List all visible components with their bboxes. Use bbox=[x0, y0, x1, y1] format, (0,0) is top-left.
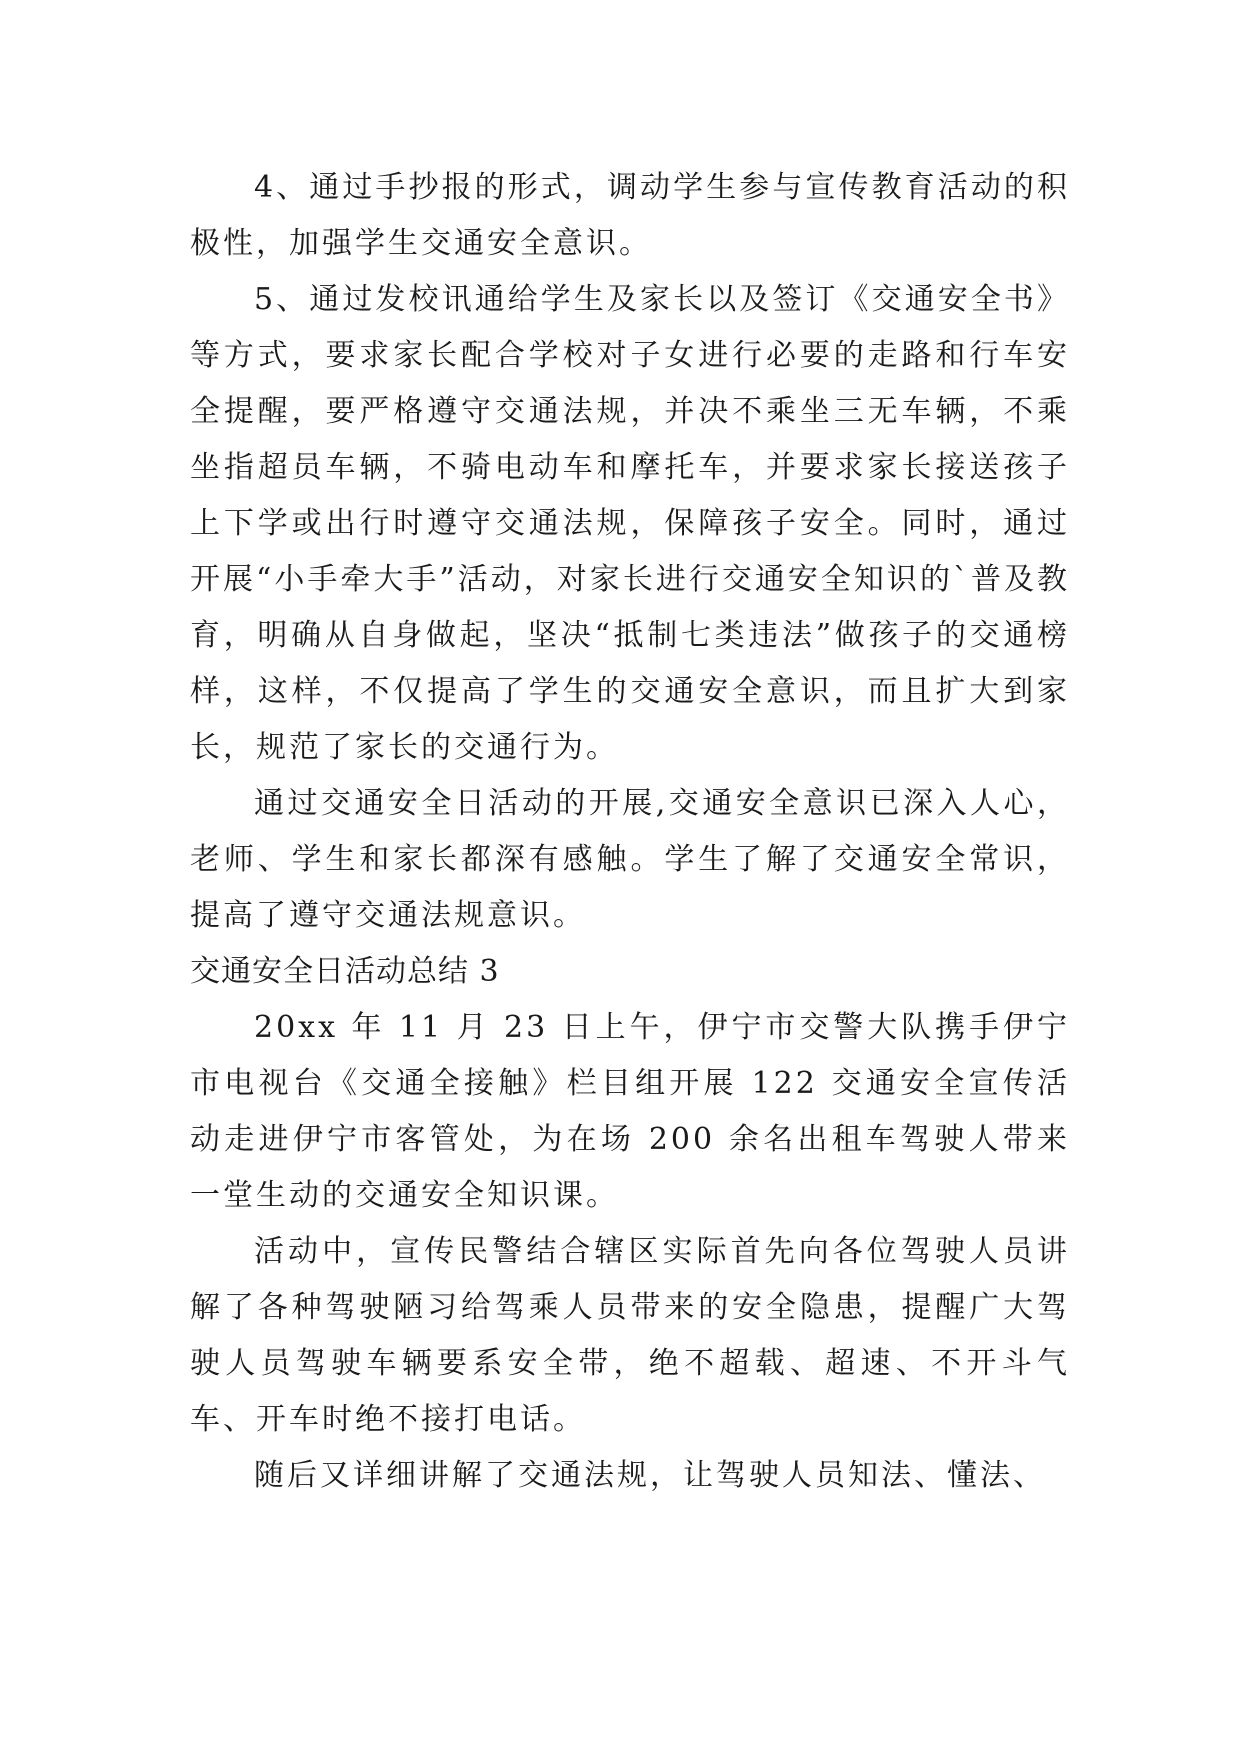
paragraph-summary: 通过交通安全日活动的开展,交通安全意识已深入人心，老师、学生和家长都深有感触。学生了解了交通安全常识，提高了遵守交通法规意识。 bbox=[190, 786, 1070, 933]
section-heading: 交通安全日活动总结 3 bbox=[190, 954, 500, 989]
paragraph-item-5: 5、通过发校讯通给学生及家长以及签订《交通安全书》等方式，要求家长配合学校对子女进行必要的走路和行车安全提醒，要严格遵守交通法规，并决不乘坐三无车辆，不乘坐指超员车辆，不骑电动车和摩托车，并要求家长接送孩子上下学或出行时遵守交通法规，保障孩子安全。同时，通过开展“小手牵大手”活动，对家长进行交通安全知识的`普及教育，明确从自身做起，坚决“抵制七类违法”做孩子的交通榜样，这样，不仅提高了学生的交通安全意识，而且扩大到家长，规范了家长的交通行为。 bbox=[190, 282, 1070, 765]
document-body bbox=[190, 160, 1070, 1504]
paragraph-event-followup: 随后又详细讲解了交通法规，让驾驶人员知法、懂法、 bbox=[254, 1458, 1046, 1493]
paragraph-event-intro: 20xx 年 11 月 23 日上午，伊宁市交警大队携手伊宁市电视台《交通全接触》栏目组开展 122 交通安全宣传活动走进伊宁市客管处，为在场 200 余名出租车驾驶人带来一堂生动的交通安全知识课。 bbox=[190, 1010, 1070, 1213]
paragraph-event-activity: 活动中，宣传民警结合辖区实际首先向各位驾驶人员讲解了各种驾驶陋习给驾乘人员带来的安全隐患，提醒广大驾驶人员驾驶车辆要系安全带，绝不超载、超速、不开斗气车、开车时绝不接打电话。 bbox=[190, 1234, 1070, 1437]
paragraph-item-4: 4、通过手抄报的形式，调动学生参与宣传教育活动的积极性，加强学生交通安全意识。 bbox=[190, 170, 1070, 261]
